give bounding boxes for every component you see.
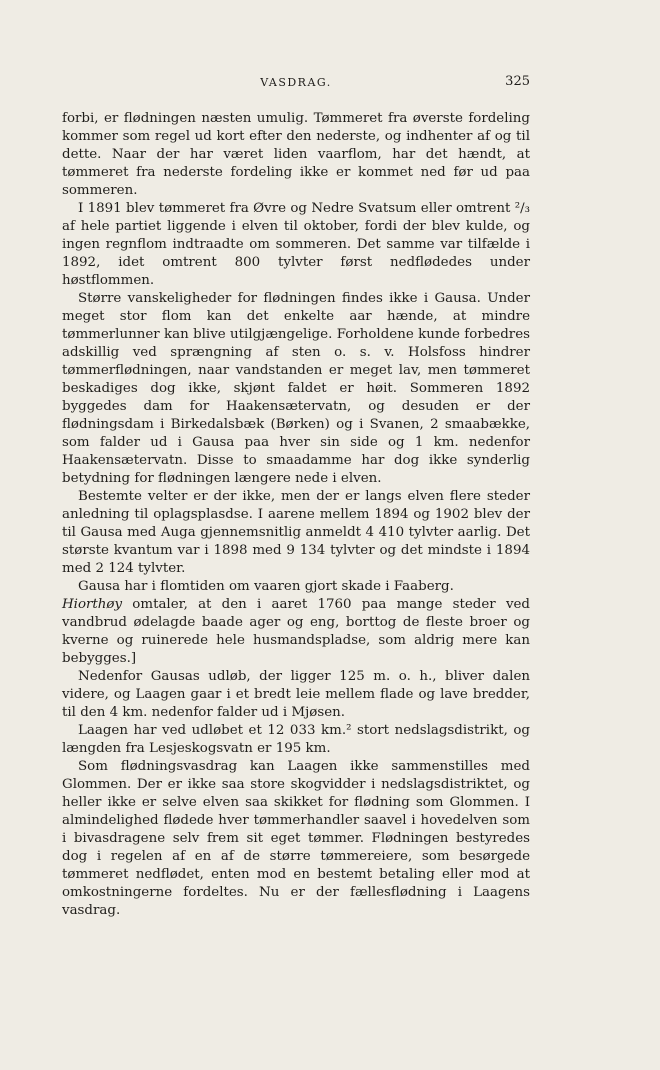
paragraph: Gausa har i flomtiden om vaaren gjort skade i Faaberg. [78, 579, 454, 594]
page-header [62, 76, 530, 98]
paragraph: Nedenfor Gausas udløb, der ligger 125 m. o. h., bliver dalen videre, og Laagen gaar i et bredt leie mellem flade og lave bredder, til den 4 km. nedenfor falder ud i Mjøsen. [62, 669, 530, 720]
paragraph: Bestemte velter er der ikke, men der er langs elven flere steder anledning til oplagsplasdse. I aarene mellem 1894 og 1902 blev der til Gausa med Auga gjennemsnitlig anmeldt 4 410 tylvter aarlig. Det største kvantum var i 1898 med 9 134 tylvter og det mindste i 1894 med 2 124 tylvter. [62, 489, 530, 576]
paragraph: Som flødningsvasdrag kan Laagen ikke sammenstilles med Glommen. Der er ikke saa store skogvidder i nedslagsdistriktet, og heller ikke er selve elven saa skikket for flødning som Glommen. I almindelighed flødede hver tømmerhandler saavel i hovedelven som i bivasdragene selv frem sit eget tømmer. Flødningen bestyredes dog i regelen af en af de større tømmereiere, som besørgede tømmeret nedflødet, enten mod en bestemt betaling eller mod at omkostningerne fordeltes. Nu er der fællesflødning i Laagens vasdrag. [62, 759, 530, 918]
quote-text: omtaler, at den i aaret 1760 paa mange steder ved vandbrud ødelagde baade ager og eng, borttog de fleste broer og kverne og ruinerede hele husmandspladse, som aldrig mere kan bebygges.] [62, 597, 530, 666]
paragraph: Større vanskeligheder for flødningen findes ikke i Gausa. Under meget stor flom kan det enkelte aar hænde, at mindre tømmerlunner kan blive utilgjængelige. Forholdene kunde forbedres adskillig ved sprængning af sten o. s. v. Holsfoss hindrer tømmerflødningen, naar vandstanden er meget lav, men tømmeret beskadiges dog ikke, skjønt faldet er høit. Sommeren 1892 byggedes dam for Haakensætervatn, og desuden er der flødningsdam i Birkedalsbæk (Børken) og i Svanen, 2 smaabække, som falder ud i Gausa paa hver sin side og 1 km. nedenfor Haakensætervatn. Disse to smaadamme har dog ikke synderlig betydning for flødningen længere nede i elven. [62, 291, 530, 486]
quote-paragraph [62, 596, 530, 668]
running-title: VASDRAG. [260, 76, 332, 89]
paragraph: forbi, er flødningen næsten umulig. Tømmeret fra øverste fordeling kommer som regel ud kort efter den nederste, og indhenter af og til dette. Naar der har været liden vaarflom, har det hændt, at tømmeret fra nederste fordeling ikke er kommet ned før ud paa sommeren. [62, 111, 530, 198]
quote-author: Hiorthøy [62, 597, 123, 612]
paragraph: I 1891 blev tømmeret fra Øvre og Nedre Svatsum eller omtrent ²/₃ af hele partiet liggende i elven til oktober, fordi der blev kulde, og ingen regnflom indtraadte om sommeren. Det samme var tilfælde i 1892, idet omtrent 800 tylvter først nedflødedes under høstflommen. [62, 201, 530, 288]
body-text [62, 110, 530, 920]
paragraph: Laagen har ved udløbet et 12 033 km.² stort nedslagsdistrikt, og længden fra Lesjeskogsvatn er 195 km. [62, 723, 530, 756]
page-number: 325 [505, 74, 530, 89]
